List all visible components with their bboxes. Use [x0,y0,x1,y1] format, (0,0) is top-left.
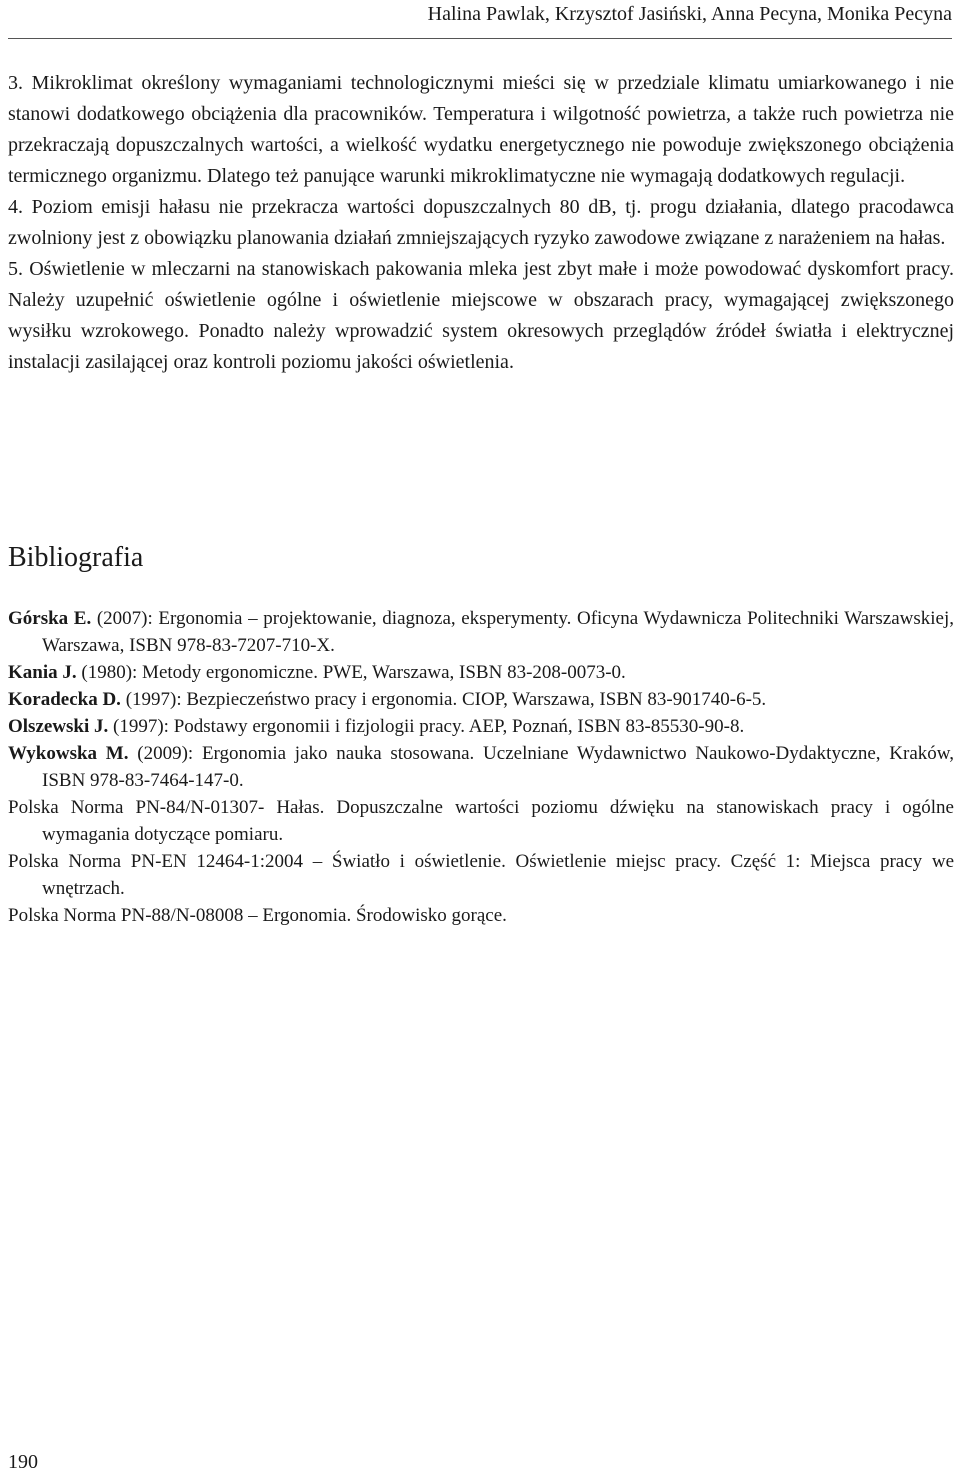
reference-item [8,659,954,686]
item-text: Poziom emisji hałasu nie przekracza wartości dopuszczalnych 80 dB, tj. progu działania, dlatego pracodawca zwolniony jest z obowiązku planowania działań zmniejszających ryzyko zawodowe związane z narażeniem na hałas. [8,196,955,249]
reference-text: (1980): Metody ergonomiczne. PWE, Warszawa, ISBN 83-208-0073-0. [76,662,626,683]
reference-text: (1997): Podstawy ergonomii i fizjologii pracy. AEP, Poznań, ISBN 83-85530-90-8. [108,716,745,737]
reference-text: (2009): Ergonomia jako nauka stosowana. Uczelniane Wydawnictwo Naukowo-Dydaktyczne, Kraków, ISBN 978-83-7464-147-0. [42,743,954,791]
item-number: 5. [8,258,23,280]
reference-author: Górska E. [8,608,92,629]
reference-item [8,713,954,740]
conclusions-list [8,68,954,378]
reference-item [8,740,954,794]
item-text: Mikroklimat określony wymaganiami technologicznymi mieści się w przedziale klimatu umiarkowanego i nie stanowi dodatkowego obciążenia dla pracowników. Temperatura i wilgotność powietrza, a także ruch powietrza nie przekraczają dopuszczalnych wartości, a wielkość wydatku energetycznego nie powoduje zwiększonego obciążenia termicznego organizmu. Dlatego też panujące warunki mikroklimatyczne nie wymagają dodatkowych regulacji. [8,72,954,187]
bibliography-heading: Bibliografia [8,542,144,573]
bibliography-list [8,605,954,929]
reference-text: Polska Norma PN-84/N-01307- Hałas. Dopuszczalne wartości poziomu dźwięku na stanowiskach pracy i ogólne wymagania dotyczące pomiaru. [8,797,954,845]
reference-text: (2007): Ergonomia – projektowanie, diagnoza, eksperymenty. Oficyna Wydawnicza Politechniki Warszawskiej, Warszawa, ISBN 978-83-7207-710-X. [42,608,954,656]
reference-author: Kania J. [8,662,77,683]
reference-text: Polska Norma PN-88/N-08008 – Ergonomia. Środowisko gorące. [8,905,507,926]
item-text: Oświetlenie w mleczarni na stanowiskach pakowania mleka jest zbyt małe i może powodować dyskomfort pracy. Należy uzupełnić oświetlenie ogólne i oświetlenie miejscowe w obszarach pracy, wymagającej zwiększonego wysiłku wzrokowego. Ponadto należy wprowadzić system okresowych przeglądów źródeł światła i elektrycznej instalacji zasilającej oraz kontroli poziomu jakości oświetlenia. [8,258,955,373]
reference-text: Polska Norma PN-EN 12464-1:2004 – Światło i oświetlenie. Oświetlenie miejsc pracy. Część 1: Miejsca pracy we wnętrzach. [8,851,954,899]
reference-author: Olszewski J. [8,716,109,737]
list-item [8,68,954,192]
item-number: 4. [8,196,23,218]
page-number: 190 [8,1451,38,1473]
reference-item [8,605,954,659]
item-number: 3. [8,72,23,94]
reference-text: (1997): Bezpieczeństwo pracy i ergonomia. CIOP, Warszawa, ISBN 83-901740-6-5. [120,689,767,710]
reference-item [8,794,954,848]
reference-author: Koradecka D. [8,689,121,710]
reference-item [8,902,954,929]
list-item [8,254,954,378]
header-authors: Halina Pawlak, Krzysztof Jasiński, Anna Pecyna, Monika Pecyna [427,3,952,25]
reference-author: Wykowska M. [8,743,129,764]
running-header [8,0,952,39]
reference-item [8,848,954,902]
list-item [8,192,954,254]
reference-item [8,686,954,713]
